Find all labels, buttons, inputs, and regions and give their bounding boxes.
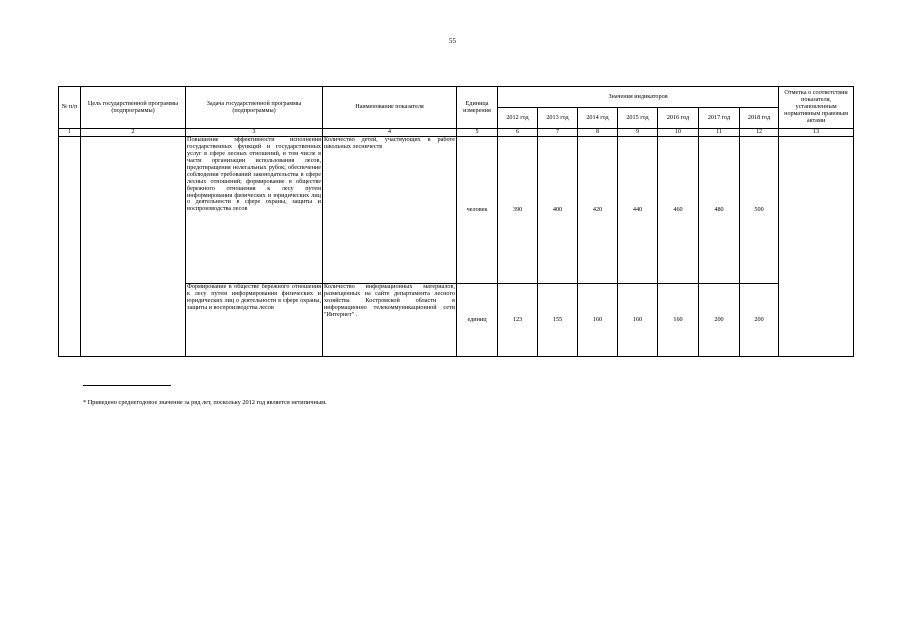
- cell-task: Формирование в обществе бережного отношения к лесу путем информирования физических и юридических лиц о деятельности в сфере охраны, защиты и воспроизводства лесов: [186, 284, 323, 357]
- column-number: 1: [59, 129, 81, 137]
- cell-value: 160: [658, 284, 699, 357]
- header-task: Задача государственной программы (подпрограммы): [186, 87, 323, 129]
- cell-value: 390: [498, 137, 538, 284]
- indicators-table: [58, 86, 854, 357]
- header-year: 2012 год: [498, 108, 538, 129]
- cell-value: 200: [740, 284, 779, 357]
- footnote: * Приведено среднегодовое значение за ряд лет, поскольку 2012 год является нетипичным.: [83, 399, 327, 406]
- column-number: 2: [81, 129, 186, 137]
- column-number: 3: [186, 129, 323, 137]
- cell-value: 500: [740, 137, 779, 284]
- header-mark: Отметка о соответствии показателя, установленным нормативным правовым актами: [779, 87, 854, 129]
- cell-value: 200: [699, 284, 740, 357]
- header-year: 2016 год: [658, 108, 699, 129]
- cell-indicator: Количество детей, участвующих в работе школьных лесничеств: [323, 137, 457, 284]
- cell-mark: [779, 137, 854, 357]
- header-row: [59, 87, 854, 108]
- header-year: 2014 год: [578, 108, 618, 129]
- footnote-separator: [83, 385, 171, 386]
- header-year: 2015 год: [618, 108, 658, 129]
- cell-task: Повышение эффективности исполнения государственных функций и государственных услуг в сфере лесных отношений, в том числе в части организации использования лесов, предотвращения нелегальных рубок; обеспечение соблюдения требований законодательства в сфере лесных отношений; формирование в обществе бережного отношения к лесу путем информирования физических и юридических лиц о деятельности в сфере охраны, защиты и воспроизводства лесов: [186, 137, 323, 284]
- cell-value: 440: [618, 137, 658, 284]
- column-number: 13: [779, 129, 854, 137]
- cell-value: 400: [538, 137, 578, 284]
- column-number: 4: [323, 129, 457, 137]
- column-number: 9: [618, 129, 658, 137]
- header-unit: Единица измерения: [457, 87, 498, 129]
- cell-value: 160: [578, 284, 618, 357]
- column-number: 11: [699, 129, 740, 137]
- cell-unit: единиц: [457, 284, 498, 357]
- cell-value: 460: [658, 137, 699, 284]
- cell-indicator: Количество информационных материалов, размещенных на сайте департамента лесного хозяйства Костромской области в информационно телекоммуникационной сети "Интернет" .: [323, 284, 457, 357]
- header-values-group: Значения индикаторов: [498, 87, 779, 108]
- column-number: 6: [498, 129, 538, 137]
- header-indicator: Наименование показателя: [323, 87, 457, 129]
- header-goal: Цель государственной программы (подпрограммы): [81, 87, 186, 129]
- column-number: 7: [538, 129, 578, 137]
- header-year: 2017 год: [699, 108, 740, 129]
- cell-value: 160: [618, 284, 658, 357]
- header-year: 2018 год: [740, 108, 779, 129]
- cell-value: 123: [498, 284, 538, 357]
- column-numbers-row: [59, 129, 854, 137]
- header-no: № п/п: [59, 87, 81, 129]
- column-number: 5: [457, 129, 498, 137]
- cell-value: 420: [578, 137, 618, 284]
- page-number: 55: [449, 37, 456, 45]
- table-row: [59, 137, 854, 284]
- cell-no: [59, 137, 81, 357]
- cell-value: 155: [538, 284, 578, 357]
- column-number: 10: [658, 129, 699, 137]
- header-year: 2013 год: [538, 108, 578, 129]
- column-number: 8: [578, 129, 618, 137]
- cell-goal: [81, 137, 186, 357]
- column-number: 12: [740, 129, 779, 137]
- cell-value: 480: [699, 137, 740, 284]
- cell-unit: человек: [457, 137, 498, 284]
